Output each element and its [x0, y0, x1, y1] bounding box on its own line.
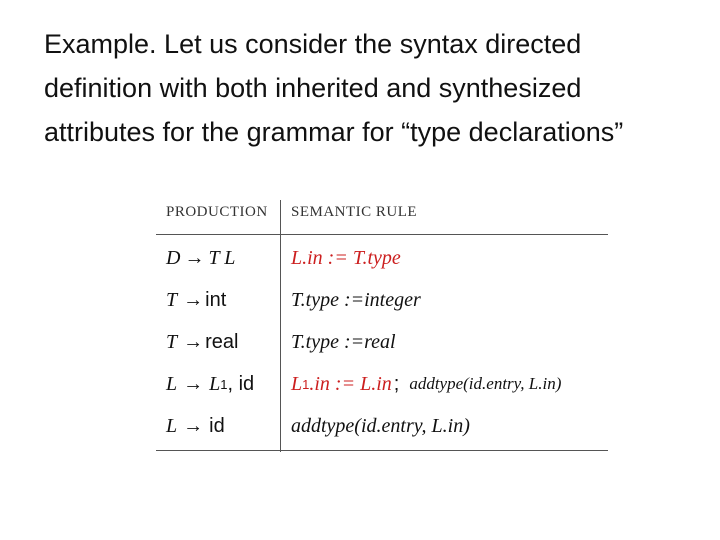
production-rhs: T L — [208, 246, 236, 269]
table-top-rule — [156, 234, 608, 235]
rule-part1-symbol: L — [291, 372, 303, 395]
production-cell — [166, 363, 254, 405]
semantic-rule-cell: T.type :=integer — [291, 288, 421, 311]
production-lhs: T — [166, 330, 178, 353]
production-cell — [166, 321, 238, 363]
production-cell — [166, 279, 226, 321]
rule-separator: ; — [393, 372, 400, 395]
production-rhs: real — [205, 330, 239, 353]
production-lhs: D — [166, 246, 181, 269]
table-row — [156, 321, 608, 363]
production-lhs: L — [166, 414, 178, 437]
table-row — [156, 237, 608, 279]
table-row — [156, 405, 608, 447]
production-arrow: → — [184, 246, 205, 269]
header-semantic-rule: SEMANTIC RULE — [291, 204, 418, 220]
semantic-rule-cell — [291, 363, 561, 405]
sdd-table — [156, 200, 608, 452]
header-production: PRODUCTION — [166, 204, 268, 220]
production-rhs: id — [209, 414, 225, 437]
production-arrow: → — [183, 288, 204, 311]
table-row — [156, 363, 608, 405]
semantic-rule-cell: T.type :=real — [291, 330, 396, 353]
production-rhs-subscript: 1 — [220, 376, 228, 392]
rule-part2: addtype(id.entry, L.in) — [409, 374, 562, 393]
intro-paragraph: Example. Let us consider the syntax directed definition with both inherited and synthesized attributes for the grammar for “type declarations” — [44, 29, 624, 147]
table-bottom-rule — [156, 450, 608, 451]
production-rhs-rest: , id — [227, 372, 255, 395]
semantic-rule-cell: L.in := T.type — [291, 246, 401, 269]
production-lhs: L — [166, 372, 178, 395]
production-arrow: → — [183, 372, 204, 395]
production-lhs: T — [166, 288, 178, 311]
semantic-rule-cell: addtype(id.entry, L.in) — [291, 414, 470, 437]
production-cell — [166, 237, 235, 279]
production-rhs: int — [205, 288, 227, 311]
rule-part1-subscript: 1 — [302, 376, 310, 392]
production-arrow: → — [183, 414, 204, 437]
rule-part1-rest: .in := L.in — [309, 372, 392, 395]
production-rhs-symbol: L — [209, 372, 221, 395]
production-cell — [166, 405, 225, 447]
production-arrow: → — [183, 330, 204, 353]
table-row — [156, 279, 608, 321]
